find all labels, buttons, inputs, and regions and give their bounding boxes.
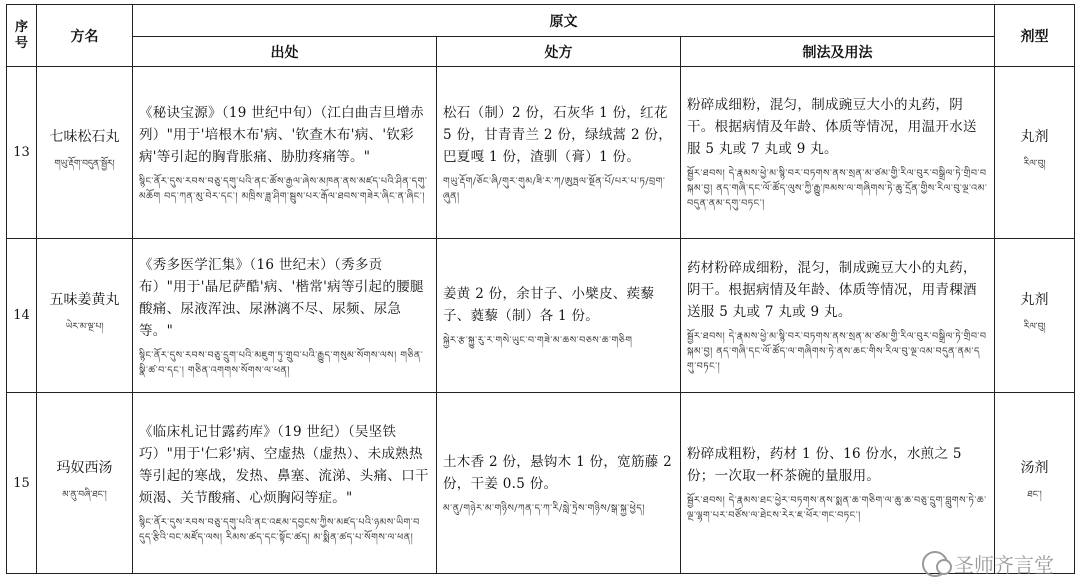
table-row — [7, 67, 1075, 239]
wechat-icon — [922, 551, 948, 577]
method-text-tib: སྦྱོར་ཐབས། དེ་རྣམས་ཕྱེ་མ་སྙི་བར་བཏགས་ནས་སྲན་མ་ཙམ་གྱི་རིལ་བུར་བསྒྲིལ་ཏེ་གྲིབ་བསྐམ་བྱ། ནད་གཞི་དང་ལོ་ཚོད་ལུས་ཀྱི་རྒྱུ་ཁམས་ལ་གཞིགས་ཏེ་ཆུ་དྲོན་གྱིས་རིལ་བུ་ལྔ་འམ་བདུན་ནམ་དགུ་བཏང་། — [687, 168, 988, 209]
formula-name-cn: 七味松石丸 — [49, 129, 120, 145]
formula-name-tib: མ་ནུ་བཞི་ཐང་། — [62, 489, 107, 500]
source-text-cn: 《秀多医学汇集》（16 世纪末）（秀多贡布）"用于'晶尼萨酷'病、'楷常'病等引起的腰腿酸痛、尿液浑浊、尿淋漓不尽、尿频、尿急等。" — [139, 256, 424, 339]
form-cell — [995, 67, 1075, 239]
recipe-cell — [437, 239, 681, 393]
form-cn: 汤剂 — [1020, 459, 1049, 476]
row-number: 13 — [7, 67, 37, 239]
method-text-cn: 药材粉碎成细粉，混匀，制成豌豆大小的丸药，阴干。根据病情及年龄、体质等情况，用青稞酒送服 5 丸或 7 丸或 9 丸。 — [687, 260, 977, 320]
recipe-text-cn: 松石（制）2 份，石灰华 1 份，红花 5 份，甘青青兰 2 份，绿绒蒿 2 份，巴夏嘎 1 份，渣驯（膏）1 份。 — [443, 104, 673, 165]
formula-name-cn: 玛奴西汤 — [56, 459, 113, 476]
form-tib: རིལ་བུ། — [1023, 322, 1046, 332]
source-cell — [133, 393, 437, 574]
recipe-cell — [437, 67, 681, 239]
table-row — [7, 393, 1075, 574]
recipe-text-tib: མ་ནུ/གཉེར་མ་གཉིས/ཀན་ད་ཀ་རི/སླེ་ཏྲེས་གཉིས/སྒ་སྐྱ་ཕྱེད། — [443, 502, 645, 514]
formula-name-cell — [37, 239, 133, 393]
source-text-tib: སྙིང་ནོར་དུས་རབས་བཅུ་དགུ་པའི་ནང་ཚོས་རྒྱལ་ཞེས་མཁན་ནས་མཛད་པའི་ཤིན་དགུ་མཆོག བད་ཀན་མུ་བེར་དང་། མཁྲིས་ཟླ་ཤིག་སྦུས་པར་རྒོལ་ཐབས་གཟེར་ཞིང་ན་ཞིང་། — [139, 175, 428, 202]
source-cell — [133, 239, 437, 393]
header-name: 方名 — [37, 5, 133, 67]
method-cell — [681, 239, 995, 393]
formula-name-tib: གཡུ་རྡོག་བདུན་སྦྱོར། — [54, 159, 115, 169]
header-seq: 序号 — [7, 5, 37, 67]
recipe-text-tib: སྐྱེར་རྩ་སྐྱུ་རུ་ར་གསེ་ཡུང་བ་གཟེ་མ་ཆས་བཅས་ཆ་གཅིག — [443, 335, 633, 346]
method-text-cn: 粉碎成细粉，混匀，制成豌豆大小的丸药，阴干。根据病情及年龄、体质等情况，用温开水送服 5 丸或 7 丸或 9 丸。 — [687, 97, 977, 157]
formula-name-cell — [37, 67, 133, 239]
header-method: 制法及用法 — [681, 37, 995, 67]
header-source: 出处 — [133, 37, 437, 67]
source-cell — [133, 67, 437, 239]
form-cell — [995, 239, 1075, 393]
recipe-text-cn: 土木香 2 份，悬钩木 1 份，宽筋藤 2 份，干姜 0.5 份。 — [443, 453, 673, 492]
form-cn: 丸剂 — [1020, 129, 1049, 145]
formula-name-cn: 五味姜黄丸 — [49, 292, 120, 308]
method-cell — [681, 67, 995, 239]
recipe-text-cn: 姜黄 2 份，余甘子、小檗皮、蒺藜子、蕤藜（制）各 1 份。 — [443, 286, 655, 324]
header-row-sub — [7, 37, 1075, 67]
form-cn: 丸剂 — [1020, 292, 1049, 308]
source-text-tib: སྙིང་ནོར་དུས་རབས་བཅུ་དགུ་པའི་ནང་འཇམ་དབྱངས་ཀྱིས་མཛད་པའི་ཉམས་ཡིག་བདུད་རྩིའི་བང་མཛོད་ལས། རིམས་ཚད་དང་སྟོང་ཚད། མ་སྨིན་ཚད་པ་སོགས་ལ་ཕན། — [139, 517, 420, 543]
source-text-tib: སྙིང་ནོར་དུས་རབས་བཅུ་དྲུག་པའི་མཇུག་ཏུ་གྲུབ་པའི་རྒྱུད་གསུམ་སོགས་ལས། གཅིན་སྣི་ཚ་བ་དང་། གཅིན་འགགས་སོགས་ལ་ཕན། — [139, 349, 424, 376]
source-text-cn: 《秘诀宝源》（19 世纪中旬）（江白曲吉旦增赤列）"用于'培根木布'病、'钦查木布'病、'钦彩病'等引起的胸背胀痛、胁肋疼痛等。" — [139, 104, 424, 165]
formula-name-tib: ཡེར་མ་ལྔ་པ། — [65, 322, 104, 332]
recipe-cell — [437, 393, 681, 574]
method-text-tib: སྦྱོར་ཐབས། དེ་རྣམས་ཕྱེ་མ་སྙི་བར་བཏགས་ནས་སྲན་མ་ཙམ་གྱི་རིལ་བུར་བསྒྲིལ་ཏེ་གྲིབ་བསྐམ་བྱ། ནད་གཞི་དང་ལོ་ཚོད་ལ་གཞིགས་ཏེ་ནས་ཆང་གིས་རིལ་བུ་ལྔ་འམ་བདུན་ནམ་དགུ་བཏང་། — [687, 331, 987, 372]
method-cell — [681, 393, 995, 574]
table-row — [7, 239, 1075, 393]
form-tib: ཐང་། — [1027, 489, 1042, 500]
formula-name-cell — [37, 393, 133, 574]
form-tib: རིལ་བུ། — [1023, 159, 1046, 169]
formula-table — [6, 4, 1075, 574]
watermark-text: 圣师齐言堂 — [954, 553, 1054, 577]
header-row-top — [7, 5, 1075, 37]
header-form: 剂型 — [995, 5, 1075, 67]
source-text-cn: 《临床札记甘露药库》（19 世纪）（吴坚铁巧）"用于'仁彩'病、空虚热（虚热）、未成熟热等引起的寒战，发热、鼻塞、流涕、头痛、口干烦渴、关节酸痛、心烦胸闷等症。" — [139, 424, 429, 506]
header-recipe: 处方 — [437, 37, 681, 67]
header-original: 原文 — [133, 5, 995, 37]
recipe-text-tib: གཡུ་རྡོག/ཅོང་ཞི/གུར་གུམ/ཟི་ར་ཀ/ཨུཏྤལ་སྔོན་པོ/པར་པ་ཏ/བྲག་ཞུན། — [443, 175, 666, 202]
row-number: 14 — [7, 239, 37, 393]
method-text-tib: སྦྱོར་ཐབས། དེ་རྣམས་ཐང་ཕྱེར་བཏགས་ནས་སྨན་ཆ་གཅིག་ལ་ཆུ་ཆ་བཅུ་དྲུག་བླུགས་ཏེ་ཆ་ལྔ་ལྷག་པར་བཙོས་ལ་ཐེངས་རེར་ཇ་ཕོར་གང་བཏང་། — [687, 495, 987, 521]
row-number: 15 — [7, 393, 37, 574]
form-cell — [995, 393, 1075, 574]
method-text-cn: 粉碎成粗粉，药材 1 份、16 份水，水煎之 5 份；一次取一杯茶碗的量服用。 — [687, 446, 962, 484]
watermark — [922, 549, 1054, 578]
